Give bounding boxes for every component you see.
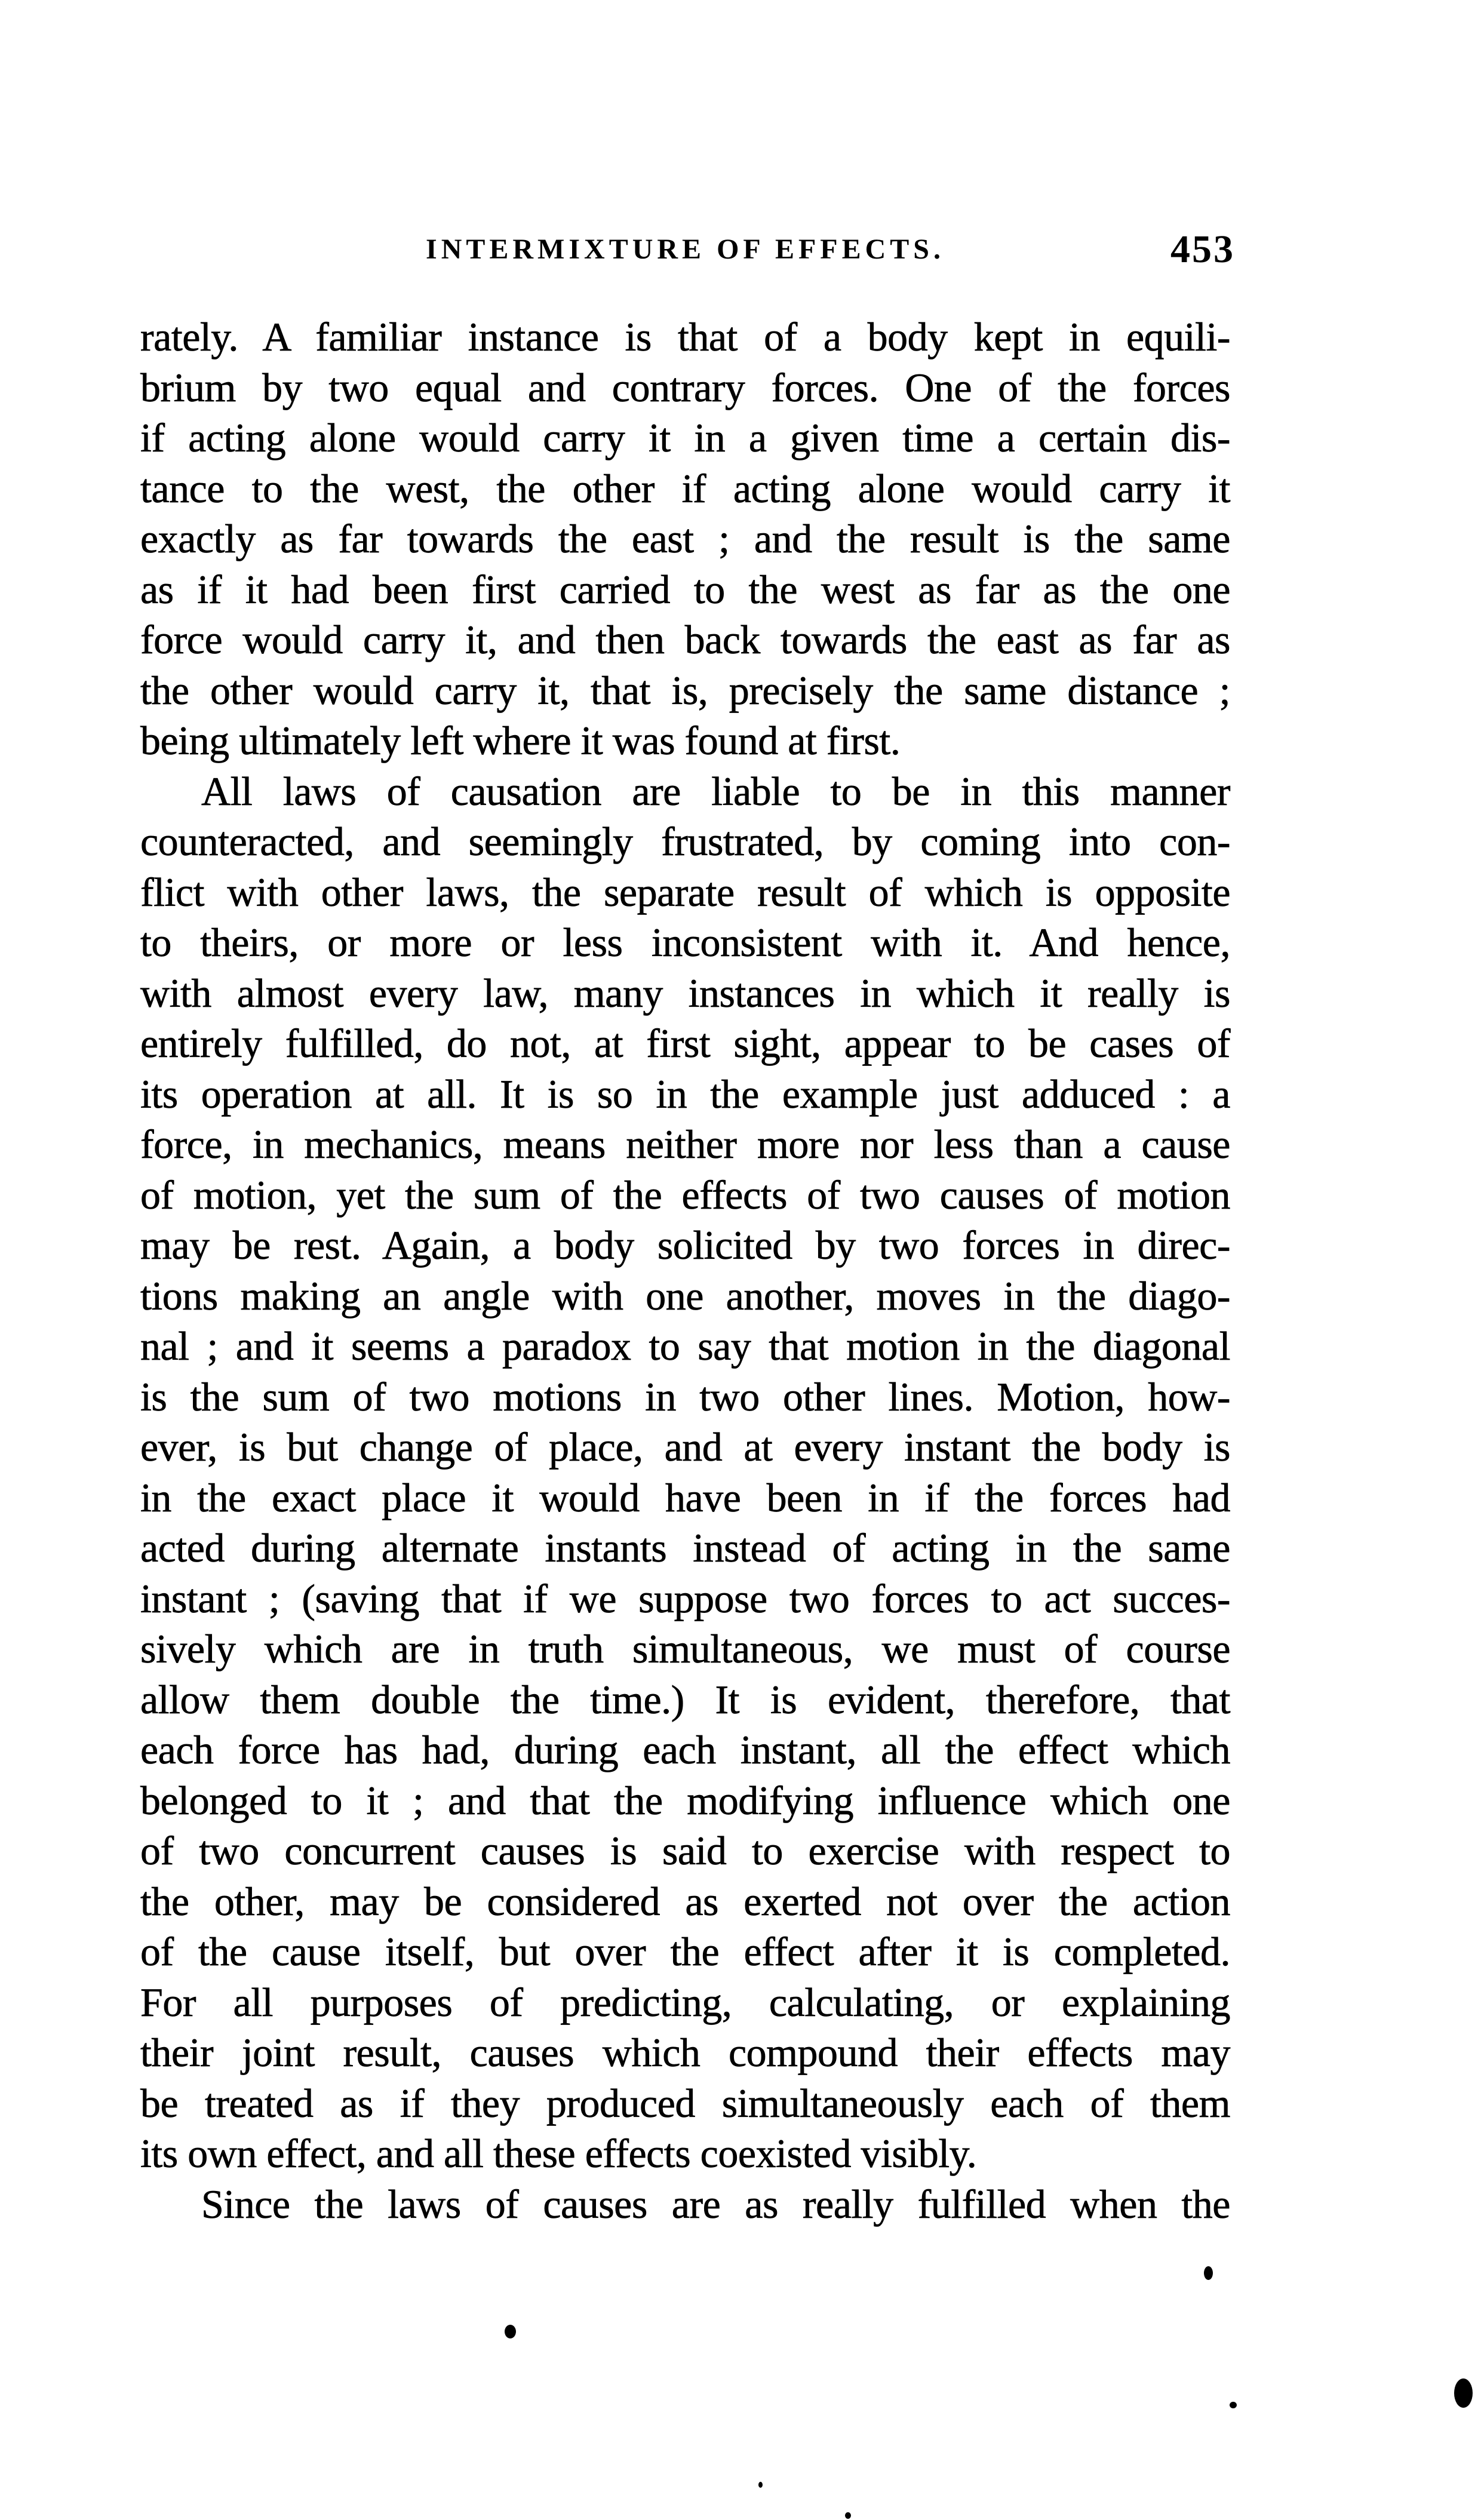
text-line: be treated as if they produced simultaneously each of them — [140, 2080, 1230, 2126]
text-line: of the cause itself, but over the effect after it is completed. — [140, 1929, 1230, 1974]
text-line: tions making an angle with one another, moves in the diago- — [140, 1273, 1230, 1319]
text-line: the other would carry it, that is, precisely the same distance ; — [140, 667, 1230, 713]
text-line: sively which are in truth simultaneous, we must of course — [140, 1626, 1230, 1671]
text-line: Since the laws of causes are as really fulfilled when the — [201, 2181, 1230, 2227]
text-line: to theirs, or more or less inconsistent with it. And hence, — [140, 920, 1230, 965]
text-line: ever, is but change of place, and at every instant the body is — [140, 1424, 1230, 1470]
running-header — [140, 228, 1235, 272]
text-line: of two concurrent causes is said to exercise with respect to — [140, 1828, 1230, 1873]
text-line: flict with other laws, the separate result of which is opposite — [140, 869, 1230, 915]
text-line: All laws of causation are liable to be in this manner — [201, 768, 1230, 814]
page-number: 453 — [1170, 228, 1235, 271]
text-line: in the exact place it would have been in if the forces had — [140, 1474, 1230, 1520]
text-line: allow them double the time.) It is evident, therefore, that — [140, 1676, 1230, 1722]
text-line: may be rest. Again, a body solicited by two forces in direc- — [140, 1222, 1230, 1268]
text-line: being ultimately left where it was found at first. — [140, 718, 901, 763]
text-line: rately. A familiar instance is that of a body kept in equili- — [140, 314, 1230, 359]
text-line: brium by two equal and contrary forces. One of the forces — [140, 364, 1230, 410]
text-line: entirely fulfilled, do not, at first sight, appear to be cases of — [140, 1021, 1230, 1066]
running-header-title: INTERMIXTURE OF EFFECTS. — [426, 233, 945, 265]
text-line: force would carry it, and then back towards the east as far as — [140, 617, 1230, 662]
ink-speck — [505, 2325, 516, 2338]
text-line: the other, may be considered as exerted not over the action — [140, 1878, 1230, 1924]
text-line: of motion, yet the sum of the effects of two causes of motion — [140, 1172, 1230, 1218]
text-line: its operation at all. It is so in the example just adduced : a — [140, 1071, 1230, 1117]
text-line: force, in mechanics, means neither more nor less than a cause — [140, 1121, 1230, 1167]
ink-speck — [758, 2482, 763, 2488]
text-line: nal ; and it seems a paradox to say that motion in the diagonal — [140, 1323, 1230, 1369]
ink-speck — [1454, 2378, 1473, 2408]
text-line: their joint result, causes which compound their effects may — [140, 2030, 1230, 2075]
text-line: its own effect, and all these effects coexisted visibly. — [140, 2131, 977, 2176]
text-line: belonged to it ; and that the modifying influence which one — [140, 1777, 1230, 1823]
text-line: each force has had, during each instant, all the effect which — [140, 1727, 1230, 1772]
ink-speck — [845, 2512, 851, 2519]
text-line: with almost every law, many instances in which it really is — [140, 970, 1230, 1016]
text-line: is the sum of two motions in two other lines. Motion, how- — [140, 1373, 1230, 1419]
text-line: instant ; (saving that if we suppose two forces to act succes- — [140, 1575, 1230, 1621]
ink-speck — [1204, 2266, 1213, 2280]
text-line: exactly as far towards the east ; and the result is the same — [140, 516, 1230, 561]
text-line: counteracted, and seemingly frustrated, by coming into con- — [140, 819, 1230, 864]
body-text — [140, 312, 1230, 2229]
text-line: as if it had been first carried to the west as far as the one — [140, 566, 1230, 612]
ink-speck — [1230, 2402, 1237, 2408]
text-line: tance to the west, the other if acting alone would carry it — [140, 465, 1230, 511]
text-line: acted during alternate instants instead of acting in the same — [140, 1525, 1230, 1571]
text-line: if acting alone would carry it in a given time a certain dis- — [140, 415, 1230, 460]
text-line: For all purposes of predicting, calculating, or explaining — [140, 1979, 1230, 2025]
